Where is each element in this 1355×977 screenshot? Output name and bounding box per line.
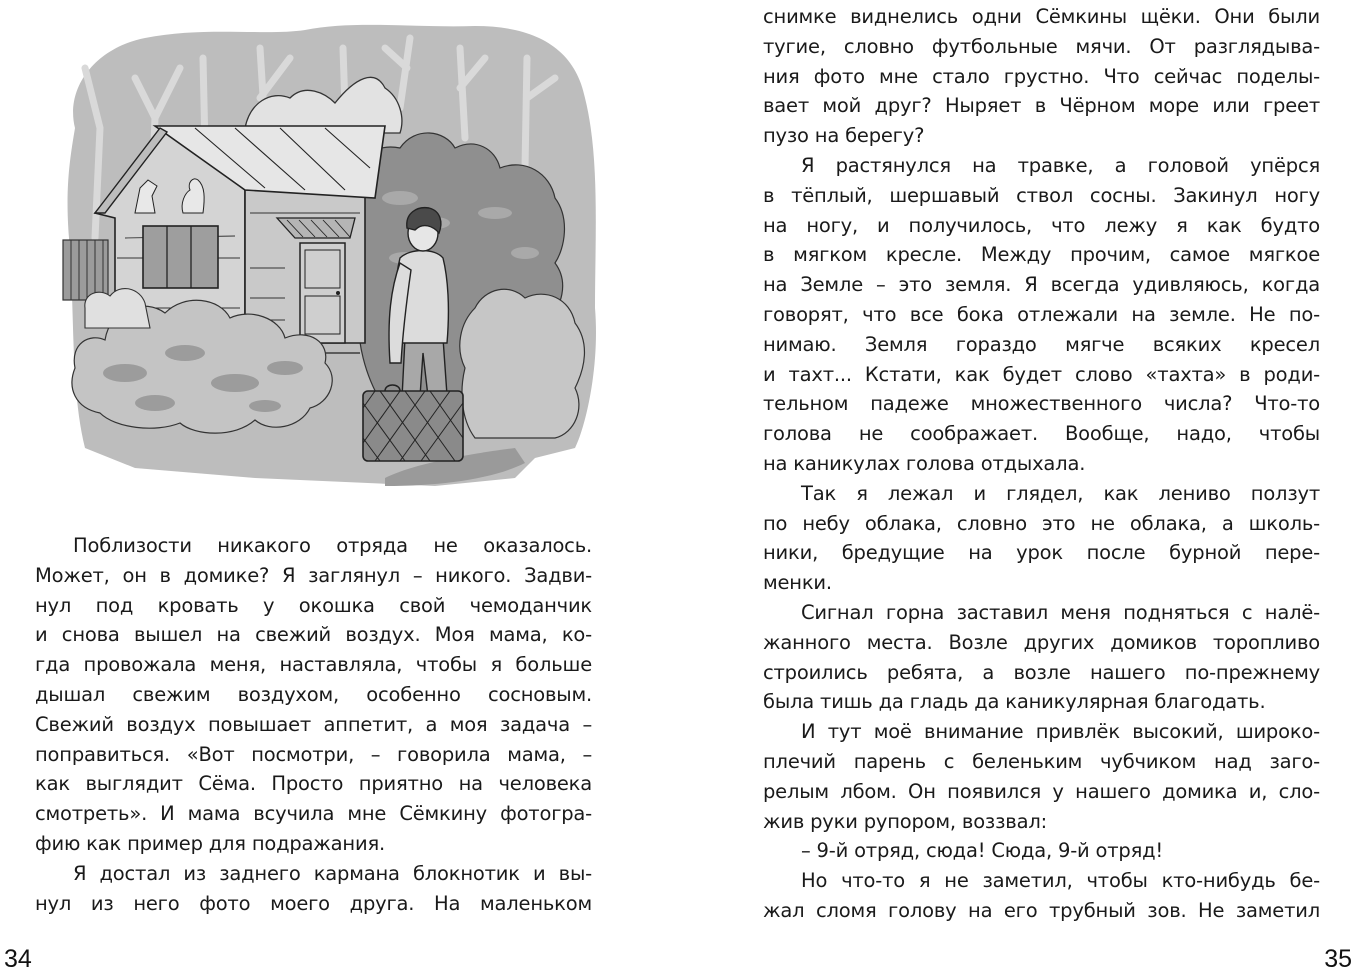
- text-line: нул под кровать у окошка свой чемоданчик: [35, 593, 592, 617]
- text-line: и тахт... Кстати, как будет слово «тахта» в роди-: [763, 362, 1320, 386]
- text-line: как выглядит Сёма. Просто приятно на человека: [35, 772, 592, 796]
- right-page-text: [763, 2, 1320, 926]
- text-line: жал сломя голову на его трубный зов. Не заметил: [763, 898, 1320, 922]
- text-line: фию как пример для подражания.: [35, 831, 385, 855]
- text-line: была тишь да гладь да каникулярная благодать.: [763, 690, 1266, 714]
- text-line: Может, он в домике? Я заглянул – никого. Задви-: [35, 563, 592, 587]
- text-line: жив руки рупором, воззвал:: [763, 809, 1047, 833]
- text-line: на каникулах голова отдыхала.: [763, 451, 1086, 475]
- text-line: гда провожала меня, наставляла, чтобы я больше: [35, 653, 592, 677]
- text-line: Сигнал горна заставил меня подняться с налё-: [801, 600, 1320, 624]
- text-line: тельном падеже множественного числа? Что-то: [763, 392, 1320, 416]
- text-line: говорят, что все бока отлежали на земле. Не по-: [763, 302, 1320, 326]
- text-line: Поблизости никакого отряда не оказалось.: [73, 534, 592, 557]
- text-line: снимке виднелись одни Сёмкины щёки. Они были: [763, 5, 1320, 28]
- right-page: [677, 0, 1355, 977]
- text-line: Свежий воздух повышает аппетит, а моя задача –: [35, 712, 592, 736]
- text-line: нимаю. Земля гораздо мягче всяких кресел: [763, 332, 1320, 356]
- text-line: в тёплый, шершавый ствол сосны. Закинул ногу: [763, 183, 1320, 207]
- text-line: дышал свежим воздухом, особенно сосновым.: [35, 682, 592, 706]
- text-line: в мягком кресле. Между прочим, самое мягкое: [763, 243, 1320, 267]
- text-line: и снова вышел на свежий воздух. Моя мама, ко-: [35, 623, 592, 647]
- text-line: И тут моё внимание привлёк высокий, широко-: [801, 720, 1320, 744]
- page-number-right: 35: [1324, 945, 1352, 973]
- left-page-text: [35, 531, 592, 918]
- illustration-boy-with-suitcase-at-cabin: [55, 8, 607, 496]
- text-line: тугие, словно футбольные мячи. От разглядыва-: [763, 34, 1320, 58]
- text-line: Я достал из заднего кармана блокнотик и вы-: [73, 861, 592, 885]
- text-line: голова не соображает. Вообще, надо, чтобы: [763, 422, 1320, 446]
- text-line: жанного места. Возле других домиков торопливо: [763, 630, 1320, 654]
- text-line: – 9-й отряд, сюда! Сюда, 9-й отряд!: [801, 839, 1163, 863]
- text-line: Так я лежал и глядел, как лениво ползут: [801, 481, 1320, 505]
- text-line: по небу облака, словно это не облака, а школь-: [763, 511, 1320, 535]
- text-line: на ногу, и получилось, что лежу я как будто: [763, 213, 1320, 237]
- page-number-left: 34: [4, 945, 32, 973]
- text-line: менки.: [763, 571, 832, 595]
- text-line: строились ребята, а возле нашего по-прежнему: [763, 660, 1320, 684]
- text-line: смотреть». И мама всучила мне Сёмкину фотогра-: [35, 802, 592, 826]
- text-line: ники, бредущие на урок после бурной пере-: [763, 541, 1320, 565]
- cabin-scene-drawing: [55, 8, 607, 496]
- left-page: [0, 0, 677, 977]
- text-line: релым лбом. Он появился у нашего домика и, сло-: [763, 779, 1320, 803]
- text-line: ния фото мне стало грустно. Что сейчас поделы-: [763, 64, 1320, 88]
- text-line: вает мой друг? Ныряет в Чёрном море или греет: [763, 94, 1320, 118]
- text-line: Я растянулся на травке, а головой упёрся: [801, 153, 1320, 177]
- text-line: на Земле – это земля. Я всегда удивляюсь, когда: [763, 273, 1320, 297]
- text-line: плечий парень с беленьким чубчиком над заго-: [763, 749, 1320, 773]
- text-line: Но что-то я не заметил, чтобы кто-нибудь бе-: [801, 869, 1320, 893]
- text-line: нул из него фото моего друга. На маленьком: [35, 891, 592, 915]
- text-line: поправиться. «Вот посмотри, – говорила мама, –: [35, 742, 592, 766]
- text-line: пузо на берегу?: [763, 124, 925, 148]
